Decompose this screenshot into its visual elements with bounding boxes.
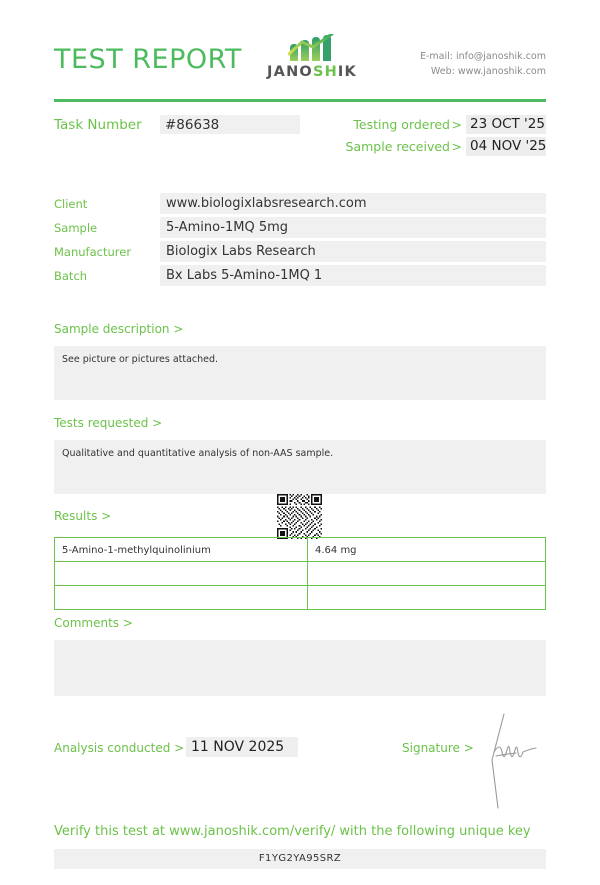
task-number-label: Task Number	[54, 117, 142, 133]
verify-text: Verify this test at www.janoshik.com/verify/ with the following unique key	[54, 824, 531, 839]
sample-received-row	[330, 137, 546, 159]
result-analyte: 5-Amino-1-methylquinolinium	[55, 538, 308, 562]
sample-value: 5-Amino-1MQ 5mg	[160, 217, 546, 238]
sample-info-fields	[54, 193, 546, 289]
field-row-sample	[54, 217, 546, 238]
comments-heading: Comments >	[54, 616, 133, 630]
table-row	[55, 538, 546, 562]
testing-ordered-label: Testing ordered	[353, 117, 450, 132]
result-amount: 4.64 mg	[308, 538, 546, 562]
batch-value: Bx Labs 5-Amino-1MQ 1	[160, 265, 546, 286]
logo-bars-icon	[260, 34, 364, 62]
logo-word-part1: JANO	[267, 64, 313, 80]
sample-description-box: See picture or pictures attached.	[54, 346, 546, 400]
verify-key: F1YG2YA95SRZ	[54, 849, 546, 869]
analysis-conducted-label: Analysis conducted >	[54, 741, 185, 755]
tests-requested-heading: Tests requested >	[54, 416, 163, 430]
batch-label: Batch	[54, 269, 88, 283]
date-block	[330, 115, 546, 159]
sample-received-label: Sample received	[345, 139, 450, 154]
signature-image	[482, 712, 552, 812]
contact-info	[420, 50, 546, 79]
tests-requested-box: Qualitative and quantitative analysis of non-AAS sample.	[54, 440, 546, 494]
client-label: Client	[54, 197, 88, 211]
logo-word-green: SH	[312, 64, 338, 80]
testing-ordered-row	[330, 115, 546, 137]
logo-wordmark	[260, 64, 364, 80]
manufacturer-label: Manufacturer	[54, 245, 132, 259]
logo-word-part3: IK	[337, 64, 357, 80]
contact-web: Web: www.janoshik.com	[430, 65, 546, 77]
result-amount	[308, 586, 546, 610]
testing-ordered-gt: >	[451, 117, 462, 132]
contact-email: E-mail: info@janoshik.com	[419, 51, 546, 62]
field-row-batch	[54, 265, 546, 286]
testing-ordered-value: 23 OCT '25	[466, 115, 546, 134]
task-number-value: #86638	[160, 115, 300, 134]
result-amount	[308, 562, 546, 586]
analysis-conducted-value: 11 NOV 2025	[186, 737, 298, 757]
sample-description-heading: Sample description >	[54, 322, 184, 336]
result-analyte	[55, 586, 308, 610]
sample-label: Sample	[54, 221, 98, 235]
report-header	[54, 34, 546, 90]
manufacturer-value: Biologix Labs Research	[160, 241, 546, 262]
qr-code-icon	[277, 494, 322, 539]
sample-received-value: 04 NOV '25	[466, 137, 546, 156]
result-analyte	[55, 562, 308, 586]
field-row-client	[54, 193, 546, 214]
table-row	[55, 562, 546, 586]
results-heading: Results >	[54, 509, 112, 523]
comments-box	[54, 640, 546, 696]
signature-label: Signature >	[402, 741, 474, 755]
table-row	[55, 586, 546, 610]
sample-received-gt: >	[451, 139, 462, 154]
header-divider	[54, 99, 546, 102]
field-row-manufacturer	[54, 241, 546, 262]
janoshik-logo	[260, 34, 364, 80]
results-table	[54, 537, 546, 610]
client-value: www.biologixlabsresearch.com	[160, 193, 546, 214]
page-title: TEST REPORT	[54, 44, 242, 75]
